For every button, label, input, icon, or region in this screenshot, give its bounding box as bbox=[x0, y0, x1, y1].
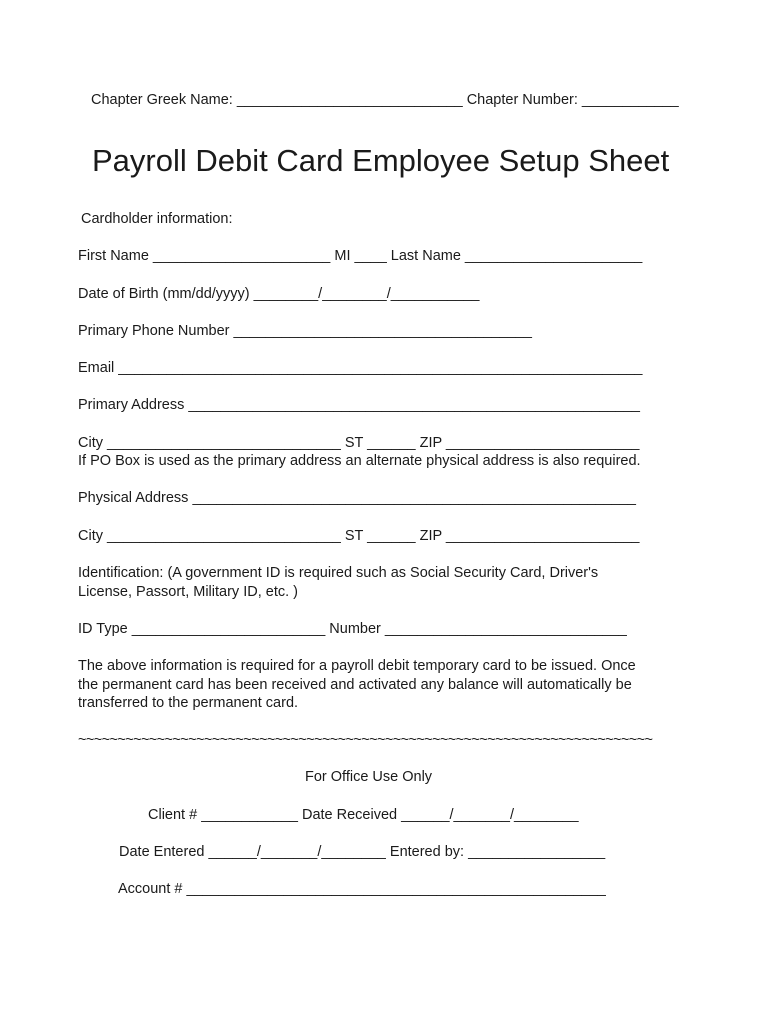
primary-address-line: Primary Address ________________________________________________________ bbox=[78, 397, 640, 413]
physical-address-line: Physical Address _______________________________________________________ bbox=[78, 490, 636, 506]
office-heading: For Office Use Only bbox=[305, 769, 433, 785]
phone-line: Primary Phone Number _____________________________________ bbox=[78, 323, 532, 339]
dob-line: Date of Birth (mm/dd/yyyy) ________/________/___________ bbox=[78, 286, 480, 302]
id-type-line: ID Type ________________________ Number ______________________________ bbox=[78, 621, 627, 637]
page-title: Payroll Debit Card Employee Setup Sheet bbox=[92, 143, 670, 178]
notice-line2: the permanent card has been received and activated any balance will automatically be bbox=[78, 677, 632, 693]
city-line: City _____________________________ ST ______ ZIP ________________________ bbox=[78, 435, 640, 451]
identification-note-line1: Identification: (A government ID is required such as Social Security Card, Driver's bbox=[78, 565, 599, 581]
account-line: Account # ____________________________________________________ bbox=[118, 881, 606, 897]
email-line: Email _________________________________________________________________ bbox=[78, 360, 643, 376]
client-line: Client # ____________ Date Received ______/_______/________ bbox=[148, 807, 579, 823]
identification-note-line2: License, Passort, Military ID, etc. ) bbox=[78, 584, 298, 600]
city2-line: City _____________________________ ST ______ ZIP ________________________ bbox=[78, 528, 640, 544]
date-entered-line: Date Entered ______/_______/________ Entered by: _________________ bbox=[119, 844, 606, 860]
chapter-header-line: Chapter Greek Name: ____________________________ Chapter Number: ____________ bbox=[91, 92, 679, 108]
po-box-note: If PO Box is used as the primary address an alternate physical address is also required. bbox=[78, 453, 641, 469]
notice-line3: transferred to the permanent card. bbox=[78, 695, 299, 711]
separator-line: ~~~~~~~~~~~~~~~~~~~~~~~~~~~~~~~~~~~~~~~~~~~~~~~~~~~~~~~~~~~~~~~~~~~~~~~~~ bbox=[78, 732, 653, 748]
name-line: First Name ______________________ MI ____ Last Name ______________________ bbox=[78, 248, 643, 264]
cardholder-heading: Cardholder information: bbox=[81, 211, 233, 227]
notice-line1: The above information is required for a payroll debit temporary card to be issued. Once bbox=[78, 658, 636, 674]
